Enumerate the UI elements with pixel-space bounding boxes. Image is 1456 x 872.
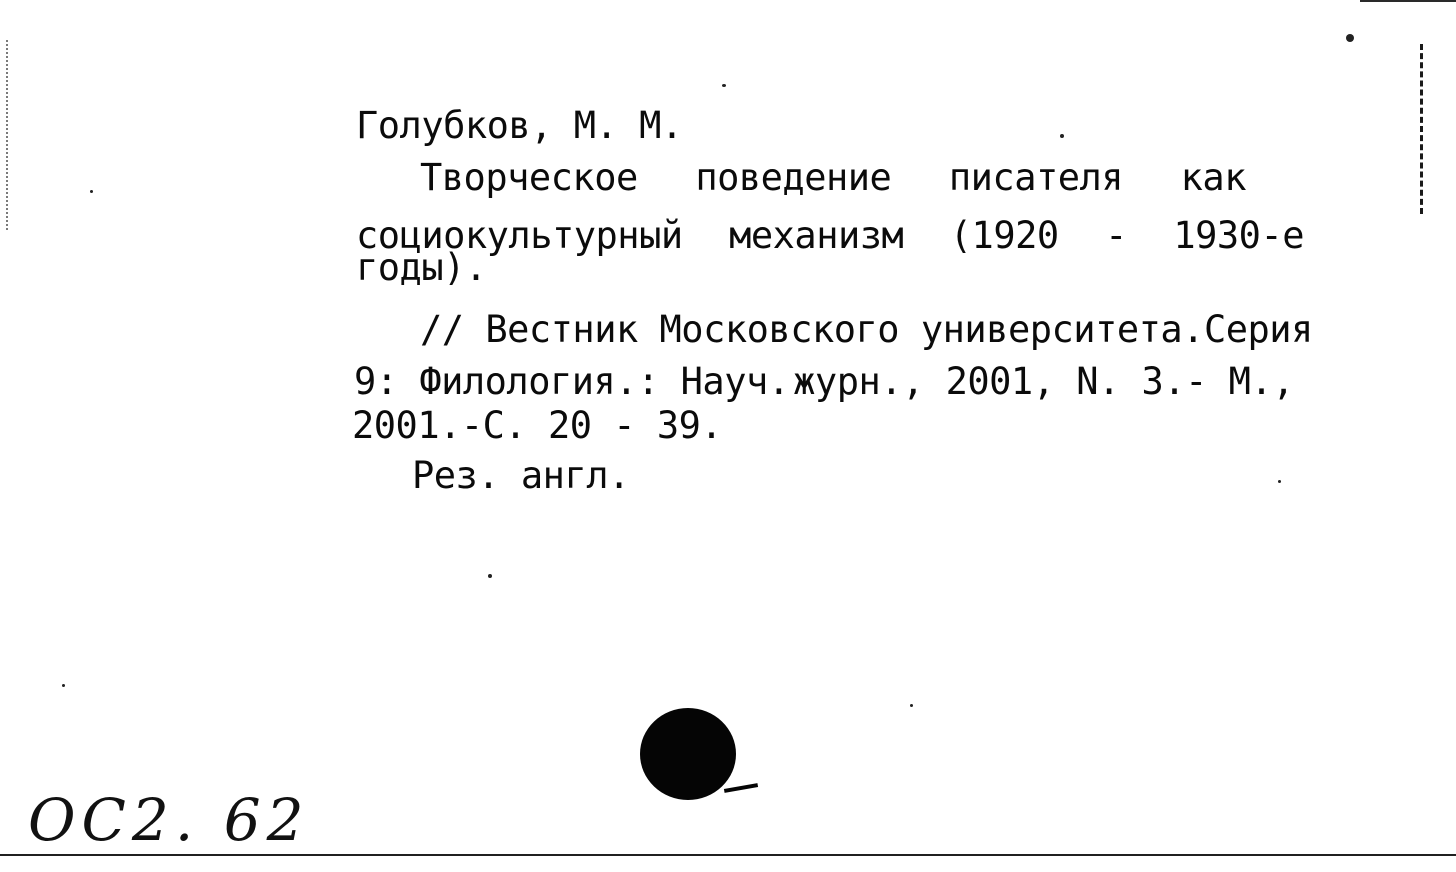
ink-speck [488,574,492,578]
source-text: 9: Филология.: Науч. [354,360,790,403]
ink-speck [62,684,65,687]
title-word: писателя [948,156,1124,199]
source-line-3: 2001.-С. 20 - 39. [352,404,723,447]
ink-speck [1346,34,1354,42]
card-bottom-edge [0,854,1456,856]
title-line-1 [420,158,1246,198]
title-word: - [1105,214,1127,257]
title-word: (1920 [949,214,1059,257]
source-line-1 [420,308,1313,351]
punch-hole [640,708,736,800]
author-name: Голубков, М. М. [356,104,683,147]
ink-speck [910,704,913,707]
punch-hole-tear [724,783,758,793]
title-word: механизм [729,214,904,257]
title-word: социокультурный [356,214,683,257]
title-word: поведение [695,156,892,199]
summary-note: Рез. англ. [412,454,630,497]
title-line-2 [356,216,1304,256]
ink-speck [1060,134,1064,138]
title-word: 1930-е [1173,214,1304,257]
source-text: // Вестник Московского университета. [420,308,1204,351]
source-text: Серия [1203,308,1313,351]
title-line-3: годы). [356,246,487,289]
ink-speck [1278,480,1281,483]
source-text: журн., 2001, N. 3.- М., [793,360,1294,403]
title-word: как [1180,156,1246,199]
source-line-2 [354,362,1294,402]
shelf-mark-handwritten: ОС2. 62 [28,786,310,854]
ink-speck [90,190,93,193]
card-right-edge [1420,44,1423,214]
ink-speck [722,84,726,87]
card-left-edge [6,40,8,230]
card-top-right-edge [1360,0,1456,2]
title-word: Творческое [420,156,638,199]
